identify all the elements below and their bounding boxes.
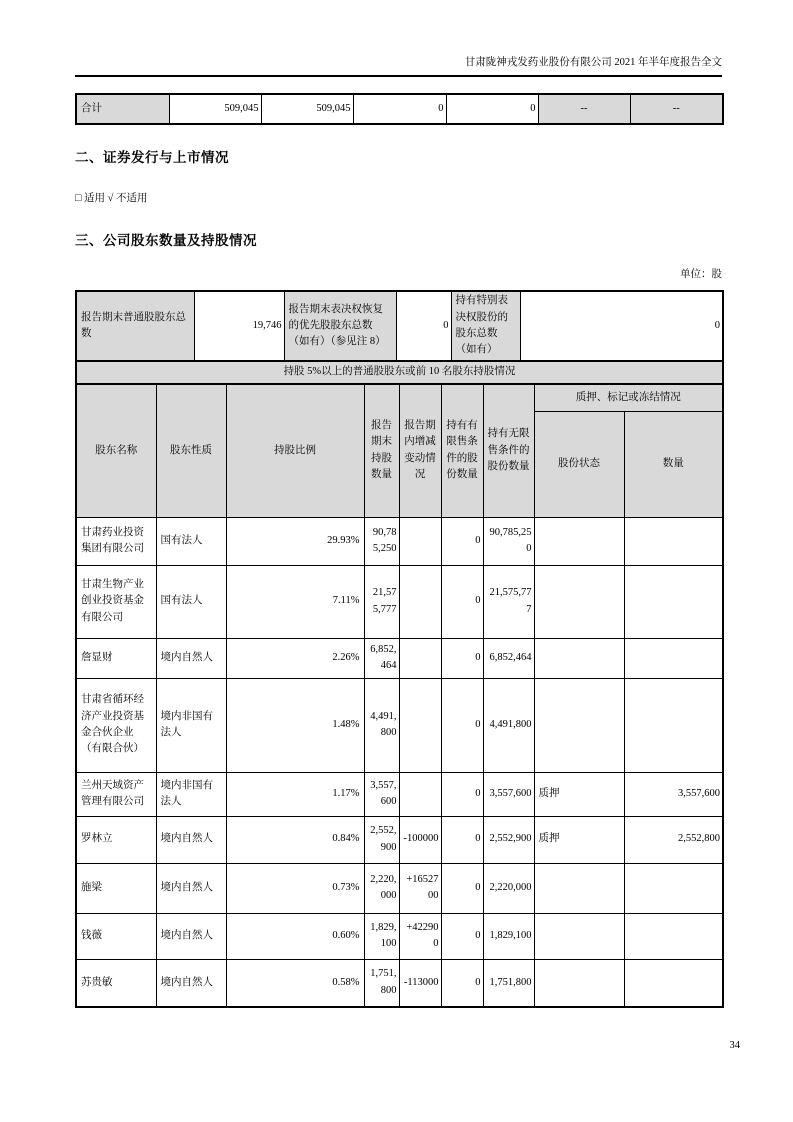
banner-table — [75, 360, 724, 385]
holder-unrestricted-cell: 90,785,250 — [483, 517, 534, 565]
holder-status-cell — [534, 678, 624, 772]
holder-pledge-qty-cell: 2,552,800 — [624, 816, 723, 863]
holder-restricted-cell: 0 — [441, 772, 483, 816]
holder-unrestricted-cell: 6,852,464 — [483, 638, 534, 678]
shareholder-summary-row — [76, 291, 723, 361]
holder-nature-cell: 境内自然人 — [156, 913, 226, 959]
holder-change-cell: +1652700 — [399, 863, 441, 913]
holder-ratio-cell: 1.48% — [226, 678, 364, 772]
holder-nature-cell: 国有法人 — [156, 517, 226, 565]
holder-nature-cell: 境内自然人 — [156, 816, 226, 863]
holder-change-cell: -100000 — [399, 816, 441, 863]
totals-value-cell: 0 — [353, 94, 446, 124]
holder-change-cell — [399, 678, 441, 772]
holder-name-cell: 钱薇 — [76, 913, 156, 959]
holder-restricted-cell: 0 — [441, 638, 483, 678]
shareholder-summary-table — [75, 290, 724, 362]
holder-restricted-cell: 0 — [441, 959, 483, 1007]
holder-change-cell — [399, 772, 441, 816]
section-heading-shareholders: 三、公司股东数量及持股情况 — [75, 233, 257, 248]
header-change-in-period: 报告期内增减变动情况 — [399, 384, 441, 517]
special-voting-label: 持有特别表决权股份的股东总数（如有） — [451, 291, 520, 361]
header-shareholder-nature: 股东性质 — [156, 384, 226, 517]
holder-pledge-qty-cell — [624, 863, 723, 913]
holder-name-cell: 苏贵敏 — [76, 959, 156, 1007]
header-pledge-group: 质押、标记或冻结情况 — [534, 384, 723, 411]
holder-ratio-cell: 2.26% — [226, 638, 364, 678]
holders-header-row-1 — [76, 384, 723, 411]
holder-restricted-cell: 0 — [441, 816, 483, 863]
banner-row — [76, 361, 723, 384]
holder-nature-cell: 境内自然人 — [156, 959, 226, 1007]
holder-nature-cell: 境内自然人 — [156, 863, 226, 913]
totals-value-cell: 509,045 — [169, 94, 261, 124]
holder-ratio-cell: 1.17% — [226, 772, 364, 816]
holder-status-cell: 质押 — [534, 772, 624, 816]
holders-table — [75, 383, 724, 1008]
preferred-shareholders-label: 报告期末表决权恢复的优先股股东总数（如有）（参见注 8） — [284, 291, 396, 361]
header-pledge-quantity: 数量 — [624, 411, 723, 517]
totals-row — [76, 94, 723, 124]
totals-table — [75, 93, 724, 125]
holder-name-cell: 甘肃生物产业创业投资基金有限公司 — [76, 565, 156, 638]
holder-status-cell — [534, 863, 624, 913]
page-header-title: 甘肃陇神戎发药业股份有限公司 2021 年半年度报告全文 — [75, 56, 722, 77]
holder-shares-end-cell: 2,552,900 — [364, 816, 399, 863]
holder-change-cell — [399, 638, 441, 678]
holder-restricted-cell: 0 — [441, 517, 483, 565]
holder-row — [76, 772, 723, 816]
holder-unrestricted-cell: 21,575,777 — [483, 565, 534, 638]
holder-name-cell: 詹显财 — [76, 638, 156, 678]
shareholders-section — [75, 290, 724, 1008]
holder-nature-cell: 境内非国有法人 — [156, 678, 226, 772]
header-unrestricted-shares: 持有无限售条件的股份数量 — [483, 384, 534, 517]
holder-pledge-qty-cell: 3,557,600 — [624, 772, 723, 816]
holder-status-cell — [534, 638, 624, 678]
holder-row — [76, 913, 723, 959]
holder-pledge-qty-cell — [624, 959, 723, 1007]
holder-change-cell — [399, 565, 441, 638]
holder-row — [76, 517, 723, 565]
holder-row — [76, 678, 723, 772]
header-shares-at-end: 报告期末持股数量 — [364, 384, 399, 517]
holder-name-cell: 罗林立 — [76, 816, 156, 863]
holder-change-cell: +422900 — [399, 913, 441, 959]
holder-name-cell: 兰州天域资产管理有限公司 — [76, 772, 156, 816]
holder-row — [76, 638, 723, 678]
holder-ratio-cell: 0.73% — [226, 863, 364, 913]
holder-row — [76, 959, 723, 1007]
totals-dash-cell: -- — [538, 94, 630, 124]
holder-unrestricted-cell: 3,557,600 — [483, 772, 534, 816]
holder-shares-end-cell: 6,852,464 — [364, 638, 399, 678]
holder-pledge-qty-cell — [624, 638, 723, 678]
holder-shares-end-cell: 1,829,100 — [364, 913, 399, 959]
common-shareholders-value: 19,746 — [194, 291, 284, 361]
holder-name-cell: 甘肃药业投资集团有限公司 — [76, 517, 156, 565]
holder-nature-cell: 境内非国有法人 — [156, 772, 226, 816]
holder-change-cell: -113000 — [399, 959, 441, 1007]
header-shareholding-ratio: 持股比例 — [226, 384, 364, 517]
header-share-status: 股份状态 — [534, 411, 624, 517]
special-voting-value: 0 — [520, 291, 723, 361]
holder-ratio-cell: 0.60% — [226, 913, 364, 959]
top-shareholders-banner: 持股 5%以上的普通股股东或前 10 名股东持股情况 — [76, 361, 723, 384]
page-number: 34 — [729, 1040, 740, 1051]
applicability-statement: □ 适用 √ 不适用 — [75, 193, 148, 204]
holder-restricted-cell: 0 — [441, 678, 483, 772]
holder-unrestricted-cell: 4,491,800 — [483, 678, 534, 772]
holder-shares-end-cell: 2,220,000 — [364, 863, 399, 913]
holder-unrestricted-cell: 1,751,800 — [483, 959, 534, 1007]
holder-shares-end-cell: 3,557,600 — [364, 772, 399, 816]
holder-ratio-cell: 0.58% — [226, 959, 364, 1007]
header-restricted-shares: 持有有限售条件的股份数量 — [441, 384, 483, 517]
holder-status-cell — [534, 565, 624, 638]
holder-unrestricted-cell: 2,552,900 — [483, 816, 534, 863]
holder-row — [76, 863, 723, 913]
common-shareholders-label: 报告期末普通股股东总数 — [76, 291, 194, 361]
preferred-shareholders-value: 0 — [396, 291, 451, 361]
holder-shares-end-cell: 90,785,250 — [364, 517, 399, 565]
holder-status-cell — [534, 517, 624, 565]
holder-row — [76, 565, 723, 638]
holder-status-cell — [534, 913, 624, 959]
holder-nature-cell: 境内自然人 — [156, 638, 226, 678]
totals-dash-cell: -- — [630, 94, 723, 124]
holder-restricted-cell: 0 — [441, 863, 483, 913]
holder-shares-end-cell: 21,575,777 — [364, 565, 399, 638]
holder-change-cell — [399, 517, 441, 565]
holder-nature-cell: 国有法人 — [156, 565, 226, 638]
holder-unrestricted-cell: 1,829,100 — [483, 913, 534, 959]
holder-name-cell: 施梁 — [76, 863, 156, 913]
holder-pledge-qty-cell — [624, 913, 723, 959]
holder-shares-end-cell: 1,751,800 — [364, 959, 399, 1007]
section-heading-securities-issuance: 二、证券发行与上市情况 — [75, 150, 229, 165]
holder-pledge-qty-cell — [624, 565, 723, 638]
unit-note: 单位：股 — [680, 269, 722, 280]
holder-row — [76, 816, 723, 863]
holder-status-cell — [534, 959, 624, 1007]
holder-restricted-cell: 0 — [441, 565, 483, 638]
totals-value-cell: 0 — [446, 94, 538, 124]
holder-name-cell: 甘肃省循环经济产业投资基金合伙企业（有限合伙） — [76, 678, 156, 772]
holder-unrestricted-cell: 2,220,000 — [483, 863, 534, 913]
holder-ratio-cell: 29.93% — [226, 517, 364, 565]
holder-status-cell: 质押 — [534, 816, 624, 863]
holder-restricted-cell: 0 — [441, 913, 483, 959]
holder-ratio-cell: 0.84% — [226, 816, 364, 863]
holder-ratio-cell: 7.11% — [226, 565, 364, 638]
holder-pledge-qty-cell — [624, 517, 723, 565]
holder-shares-end-cell: 4,491,800 — [364, 678, 399, 772]
totals-label-cell: 合计 — [76, 94, 169, 124]
holder-pledge-qty-cell — [624, 678, 723, 772]
totals-value-cell: 509,045 — [261, 94, 353, 124]
header-shareholder-name: 股东名称 — [76, 384, 156, 517]
